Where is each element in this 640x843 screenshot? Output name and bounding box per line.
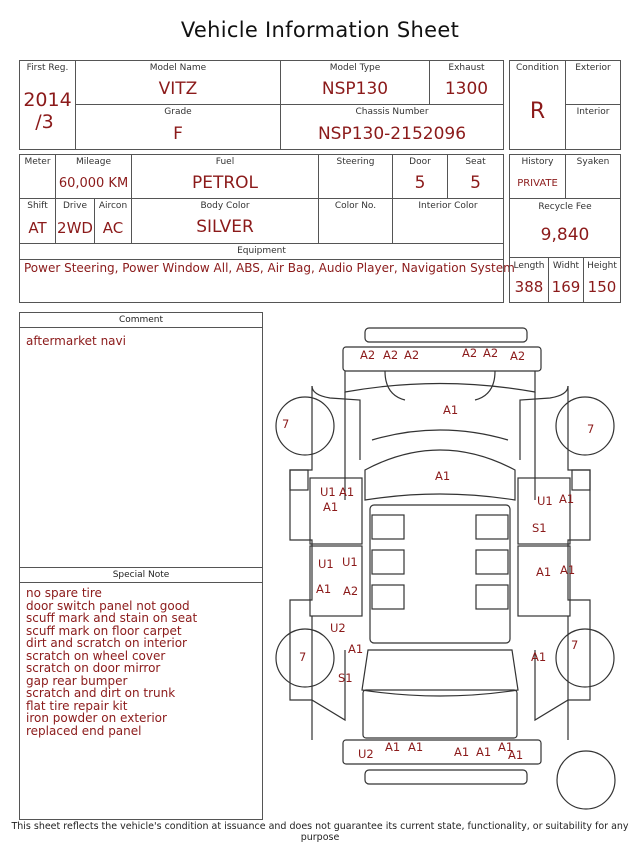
width-cell <box>548 257 584 303</box>
spare-wheel <box>557 751 615 809</box>
exterior-label: Exterior <box>575 63 611 73</box>
body-color-value: SILVER <box>196 217 254 237</box>
steering-cell <box>318 154 393 199</box>
color-no-cell <box>318 198 393 244</box>
grade-cell <box>75 104 281 150</box>
damage-code: A2 <box>404 348 420 362</box>
damage-code: A1 <box>560 563 576 577</box>
interior-cell <box>565 104 621 150</box>
recycle-label: Recycle Fee <box>538 202 592 212</box>
door-cell <box>392 154 448 199</box>
aircon-label: Aircon <box>98 201 128 211</box>
first-reg-cell <box>19 60 76 150</box>
trunk-outline <box>363 690 517 738</box>
special-note-item: gap rear bumper <box>26 673 128 688</box>
body-side-outline <box>290 386 590 740</box>
damage-code: A1 <box>435 469 451 483</box>
chassis-value: NSP130-2152096 <box>317 124 467 144</box>
hood-front-outline <box>345 371 535 392</box>
special-note-item: dirt and scratch on interior <box>26 636 187 650</box>
shift-label: Shift <box>27 201 48 211</box>
damage-code: U1 <box>320 485 336 499</box>
condition-label: Condition <box>516 63 559 73</box>
drive-label: Drive <box>63 201 87 211</box>
special-note-item: replaced end panel <box>26 723 142 738</box>
damage-code: A1 <box>323 500 339 514</box>
damage-code: A1 <box>316 582 332 596</box>
drive-value: 2WD <box>57 219 93 237</box>
chassis-cell <box>280 104 504 150</box>
model-type-cell <box>280 60 430 105</box>
special-note-panel <box>19 567 263 820</box>
model-name-label: Model Name <box>149 63 207 73</box>
grade-label: Grade <box>164 107 192 117</box>
first-reg-label: First Reg. <box>26 63 69 73</box>
damage-code: A2 <box>510 349 526 363</box>
damage-code: A2 <box>483 346 499 360</box>
damage-code: A2 <box>462 346 478 360</box>
special-note-item: iron powder on exterior <box>26 711 167 725</box>
front-bumper-outline <box>365 328 527 342</box>
rear-right-door <box>518 546 570 616</box>
damage-code: A1 <box>454 745 470 759</box>
damage-code: S1 <box>338 671 353 685</box>
mileage-cell <box>55 154 132 199</box>
body-color-cell <box>131 198 319 244</box>
pillar-right-rear <box>476 585 508 609</box>
width-label: Widht <box>552 261 580 271</box>
damage-code: A2 <box>360 348 376 362</box>
damage-code: 7 <box>587 422 595 436</box>
damage-code: A1 <box>531 650 547 664</box>
page-title: Vehicle Information Sheet <box>180 18 460 42</box>
shift-cell <box>19 198 56 244</box>
left-mirror <box>290 470 308 490</box>
special-note-item: scratch and dirt on trunk <box>26 686 176 700</box>
damage-code: A1 <box>408 740 424 754</box>
condition-cell <box>509 60 566 150</box>
damage-code: U1 <box>318 557 334 571</box>
damage-code: A1 <box>476 745 492 759</box>
comment-label: Comment <box>20 313 262 328</box>
meter-cell <box>19 154 56 199</box>
damage-code: S1 <box>532 521 547 535</box>
height-label: Height <box>587 261 617 271</box>
comment-text: aftermarket navi <box>26 334 126 348</box>
damage-code: A2 <box>383 348 399 362</box>
damage-code: A1 <box>348 642 364 656</box>
rear-quarter-outline <box>312 616 568 720</box>
footer-disclaimer: This sheet reflects the vehicle's condition at issuance and does not guarantee its current state, functionality, or suitability for any purpose <box>11 821 629 843</box>
syaken-label: Syaken <box>576 157 610 167</box>
interior-color-cell <box>392 198 504 244</box>
aircon-value: AC <box>102 219 124 237</box>
right-mirror <box>572 470 590 490</box>
height-value: 150 <box>587 278 617 296</box>
seat-cell <box>447 154 504 199</box>
sunroof-left-front <box>372 515 404 539</box>
damage-code: A1 <box>508 748 524 762</box>
model-name-cell <box>75 60 281 105</box>
length-value: 388 <box>514 278 544 296</box>
damage-code: U2 <box>358 747 374 761</box>
damage-code: U1 <box>342 555 358 569</box>
syaken-cell <box>565 154 621 199</box>
mileage-label: Mileage <box>75 157 112 167</box>
rear-right-wheel <box>556 629 614 687</box>
front-right-wheel <box>556 397 614 455</box>
history-value: PRIVATE <box>517 178 558 189</box>
special-note-item: flat tire repair kit <box>26 698 128 713</box>
hood-line <box>372 430 508 440</box>
damage-code: U1 <box>537 494 553 508</box>
special-note-label: Special Note <box>20 568 262 583</box>
exhaust-value: 1300 <box>444 79 489 99</box>
door-label: Door <box>409 157 431 167</box>
aircon-cell <box>94 198 132 244</box>
damage-code: A2 <box>343 584 359 598</box>
special-note-item: scuff mark and stain on seat <box>26 611 198 625</box>
damage-code: 7 <box>282 417 290 431</box>
damage-code: A1 <box>385 740 401 754</box>
height-cell <box>583 257 621 303</box>
recycle-cell <box>509 198 621 258</box>
seat-value: 5 <box>470 173 481 193</box>
fender-outline <box>312 386 568 460</box>
special-note-list <box>26 587 197 737</box>
color-no-label: Color No. <box>334 201 377 211</box>
hood-edge <box>345 392 535 500</box>
exhaust-label: Exhaust <box>448 63 485 73</box>
fuel-value: PETROL <box>191 173 259 193</box>
damage-code: 7 <box>299 650 307 664</box>
exterior-cell <box>565 60 621 105</box>
pillar-left-mid <box>372 550 404 574</box>
car-damage-diagram <box>268 318 630 818</box>
damage-code: U2 <box>330 621 346 635</box>
first-reg-year: 2014 <box>23 89 72 111</box>
recycle-value: 9,840 <box>540 225 590 245</box>
comment-panel <box>19 312 263 568</box>
exhaust-cell <box>429 60 504 105</box>
model-type-label: Model Type <box>329 63 381 73</box>
interior-label: Interior <box>576 107 610 117</box>
drive-cell <box>55 198 95 244</box>
rear-bumper-outline <box>365 770 527 784</box>
length-cell <box>509 257 549 303</box>
steering-label: Steering <box>336 157 375 167</box>
pillar-left-rear <box>372 585 404 609</box>
first-reg-month: /3 <box>35 111 54 133</box>
special-note-item: scratch on door mirror <box>26 661 161 675</box>
damage-code: A1 <box>339 485 355 499</box>
special-note-item: scratch on wheel cover <box>26 648 166 663</box>
damage-code: A1 <box>498 740 514 754</box>
headlight-outline <box>385 371 495 400</box>
chassis-label: Chassis Number <box>355 107 429 117</box>
special-note-item: no spare tire <box>26 586 102 600</box>
fuel-label: Fuel <box>215 157 235 167</box>
door-value: 5 <box>414 173 426 193</box>
interior-color-label: Interior Color <box>418 201 478 211</box>
seat-label: Seat <box>465 157 486 167</box>
shift-value: AT <box>28 219 47 237</box>
damage-code: A1 <box>536 565 552 579</box>
damage-code: A1 <box>443 403 459 417</box>
sunroof-right-front <box>476 515 508 539</box>
body-color-label: Body Color <box>200 201 250 211</box>
history-cell <box>509 154 566 199</box>
model-name-value: VITZ <box>158 79 198 99</box>
equipment-label: Equipment <box>237 246 286 256</box>
length-label: Length <box>513 261 545 271</box>
condition-value: R <box>529 99 546 124</box>
fuel-cell <box>131 154 319 199</box>
damage-code: A1 <box>559 492 575 506</box>
equipment-value: Power Steering, Power Window All, ABS, Air Bag, Audio Player, Navigation System <box>24 261 515 275</box>
special-note-item: scuff mark on floor carpet <box>26 623 182 638</box>
pillar-right-mid <box>476 550 508 574</box>
special-note-item: door switch panel not good <box>26 598 190 613</box>
history-label: History <box>521 157 554 167</box>
equipment-cell <box>19 243 515 303</box>
grade-value: F <box>173 124 183 144</box>
mileage-value: 60,000 KM <box>58 176 129 191</box>
width-value: 169 <box>551 278 581 296</box>
model-type-value: NSP130 <box>321 79 389 99</box>
meter-label: Meter <box>24 157 51 167</box>
rear-window-outline <box>362 650 518 696</box>
damage-code: 7 <box>571 638 579 652</box>
